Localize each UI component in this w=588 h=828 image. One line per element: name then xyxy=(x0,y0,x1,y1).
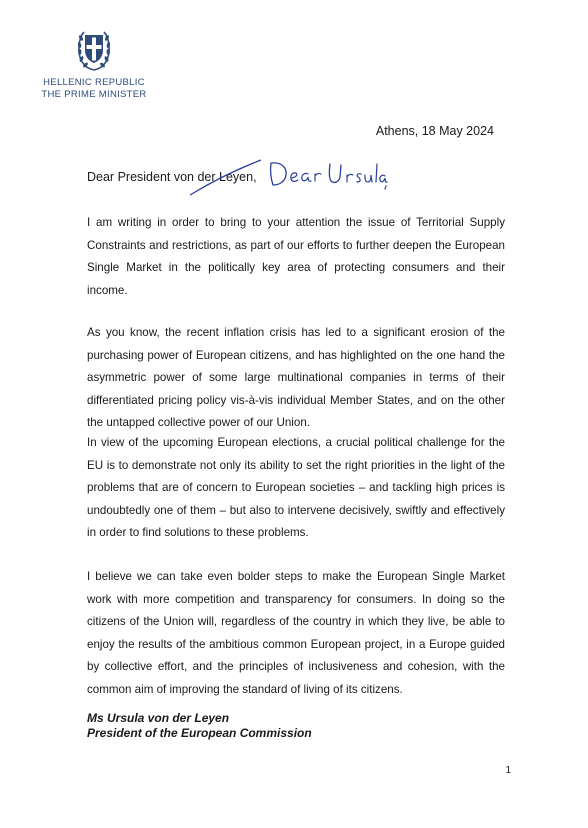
recipient-title: President of the European Commission xyxy=(87,726,312,740)
typed-salutation: Dear President von der Leyen, xyxy=(87,170,257,184)
recipient-block xyxy=(87,711,312,741)
paragraph-2 xyxy=(87,322,505,435)
paragraph-3 xyxy=(87,432,505,545)
paragraph-4 xyxy=(87,566,505,702)
letterhead xyxy=(34,28,154,101)
letterhead-line-2: THE PRIME MINISTER xyxy=(41,89,147,100)
handwritten-salutation xyxy=(268,154,388,194)
recipient-name: Ms Ursula von der Leyen xyxy=(87,711,230,725)
paragraph-1 xyxy=(87,212,505,302)
paragraph-text: I believe we can take even bolder steps to make the European Single Market work with more competition and transparency for consumers. In doing so the citizens of the Union will, regardless of the country in which they live, be able to enjoy the results of the ambitious common European project, in a Europe guided by collective effort, and the principles of inclusiveness and cohesion, with the common aim of improving the standard of living of its citizens. xyxy=(87,570,505,696)
letter-date: Athens, 18 May 2024 xyxy=(375,124,494,138)
page-number: 1 xyxy=(505,765,511,776)
handwritten-strikethrough xyxy=(188,158,263,198)
greek-coat-of-arms-icon xyxy=(75,28,113,72)
letterhead-line-1: HELLENIC REPUBLIC xyxy=(43,77,145,88)
paragraph-text: As you know, the recent inflation crisis has led to a significant erosion of the purchasing power of European citizens, and has highlighted on the one hand the asymmetric power of some large multinational companies in terms of their differentiated pricing policy vis-à-vis individual Member States, and on the other the untapped collective power of our Union. xyxy=(87,326,505,430)
paragraph-text: I am writing in order to bring to your attention the issue of Territorial Supply Constraints and restrictions, as part of our efforts to further deepen the European Single Market in the politically key area of protecting consumers and their income. xyxy=(87,216,505,297)
paragraph-text: In view of the upcoming European elections, a crucial political challenge for the EU is to demonstrate not only its ability to set the right priorities in the light of the problems that are of concern to European societies – and tackling high prices is undoubtedly one of them – but also to intervene decisively, swiftly and effectively in order to find solutions to these problems. xyxy=(87,436,505,540)
